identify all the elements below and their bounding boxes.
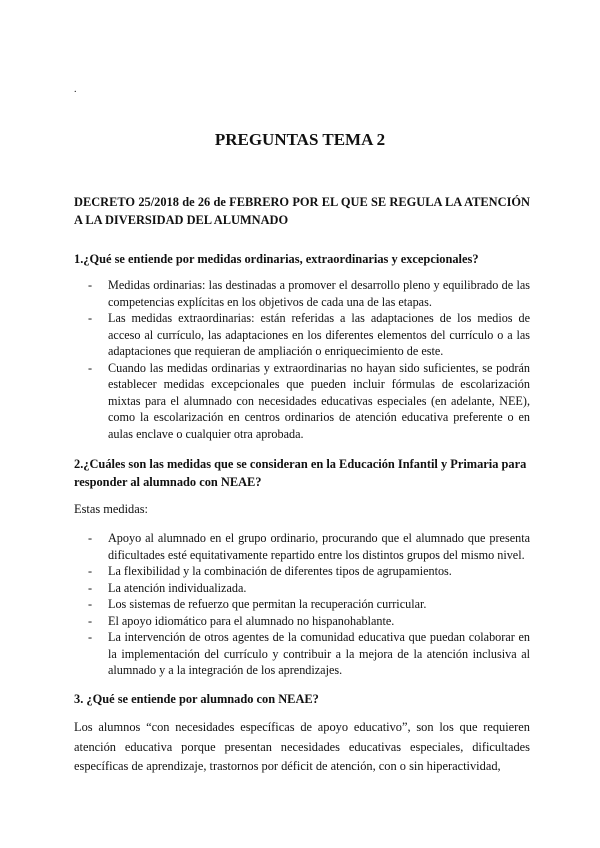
list-item bbox=[74, 360, 530, 443]
list-item bbox=[74, 563, 530, 580]
list-item bbox=[74, 277, 530, 310]
list-item bbox=[74, 629, 530, 679]
bullet-dash: - bbox=[88, 613, 93, 628]
list-item-text: La atención individualizada. bbox=[108, 580, 247, 595]
list-item bbox=[74, 310, 530, 360]
bullet-dash: - bbox=[88, 311, 93, 325]
list-item-text: Los sistemas de refuerzo que permitan la recuperación curricular. bbox=[108, 597, 427, 611]
bullet-dash: - bbox=[88, 531, 93, 545]
bullet-dash: - bbox=[88, 278, 93, 292]
question-3-heading: 3. ¿Qué se entiende por alumnado con NEAE? bbox=[74, 692, 319, 706]
bullet-dash: - bbox=[88, 630, 93, 644]
list-item-text: Las medidas extraordinarias: están referidas a las adaptaciones de los medios de acceso al currículo, las adaptaciones en los diferentes elementos del currículo o a las adaptaciones que requieran de ampliación o enriquecimiento de este. bbox=[108, 311, 530, 358]
question-1-heading: 1.¿Qué se entiende por medidas ordinarias, extraordinarias y excepcionales? bbox=[74, 252, 479, 266]
list-item bbox=[74, 580, 530, 597]
question-1-list bbox=[74, 277, 530, 442]
stray-mark: . bbox=[74, 84, 77, 95]
bullet-dash: - bbox=[88, 580, 93, 595]
question-2-list bbox=[74, 530, 530, 679]
list-item bbox=[74, 613, 530, 630]
bullet-dash: - bbox=[88, 597, 93, 611]
page-title: PREGUNTAS TEMA 2 bbox=[214, 130, 386, 149]
question-2-intro: Estas medidas: bbox=[74, 502, 148, 516]
list-item-text: Cuando las medidas ordinarias y extraordinarias no hayan sido suficientes, se podrán establecer medidas excepcionales que pueden incluir fórmulas de escolarización mixtas para el alumnado con necesidades educativas especiales (en adelante, NEE), como la escolarización en centros ordinarios de atención educativa preferente o en aulas enclave o cualquier otra aprobada. bbox=[108, 360, 530, 441]
list-item-text: Apoyo al alumnado en el grupo ordinario, procurando que el alumnado que presenta dificultades esté equitativamente repartido entre los distintos grupos del mismo nivel. bbox=[108, 531, 530, 562]
bullet-dash: - bbox=[88, 360, 93, 375]
list-item-text: Medidas ordinarias: las destinadas a promover el desarrollo pleno y equilibrado de las competencias explícitas en los objetivos de cada una de las etapas. bbox=[108, 278, 530, 309]
bullet-dash: - bbox=[88, 564, 93, 578]
list-item-text: La flexibilidad y la combinación de diferentes tipos de agrupamientos. bbox=[108, 564, 452, 578]
question-2-heading: 2.¿Cuáles son las medidas que se consideran en la Educación Infantil y Primaria para responder al alumnado con NEAE? bbox=[74, 457, 527, 489]
list-item-text: El apoyo idiomático para el alumnado no hispanohablante. bbox=[108, 613, 395, 628]
question-3-paragraph: Los alumnos “con necesidades específicas de apoyo educativo”, son los que requieren atención educativa porque presentan necesidades educativas especiales, dificultades específicas de aprendizaje, trastornos por déficit de atención, con o sin hiperactividad, bbox=[74, 720, 530, 773]
list-item-text: La intervención de otros agentes de la comunidad educativa que puedan colaborar en la implementación del currículo y contribuir a la mejora de la atención inclusiva al alumnado y a la integración de los aprendizajes. bbox=[108, 630, 530, 677]
decree-heading: DECRETO 25/2018 de 26 de FEBRERO POR EL QUE SE REGULA LA ATENCIÓN A LA DIVERSIDAD DEL ALUMNADO bbox=[74, 195, 530, 227]
list-item bbox=[74, 596, 530, 613]
list-item bbox=[74, 530, 530, 563]
